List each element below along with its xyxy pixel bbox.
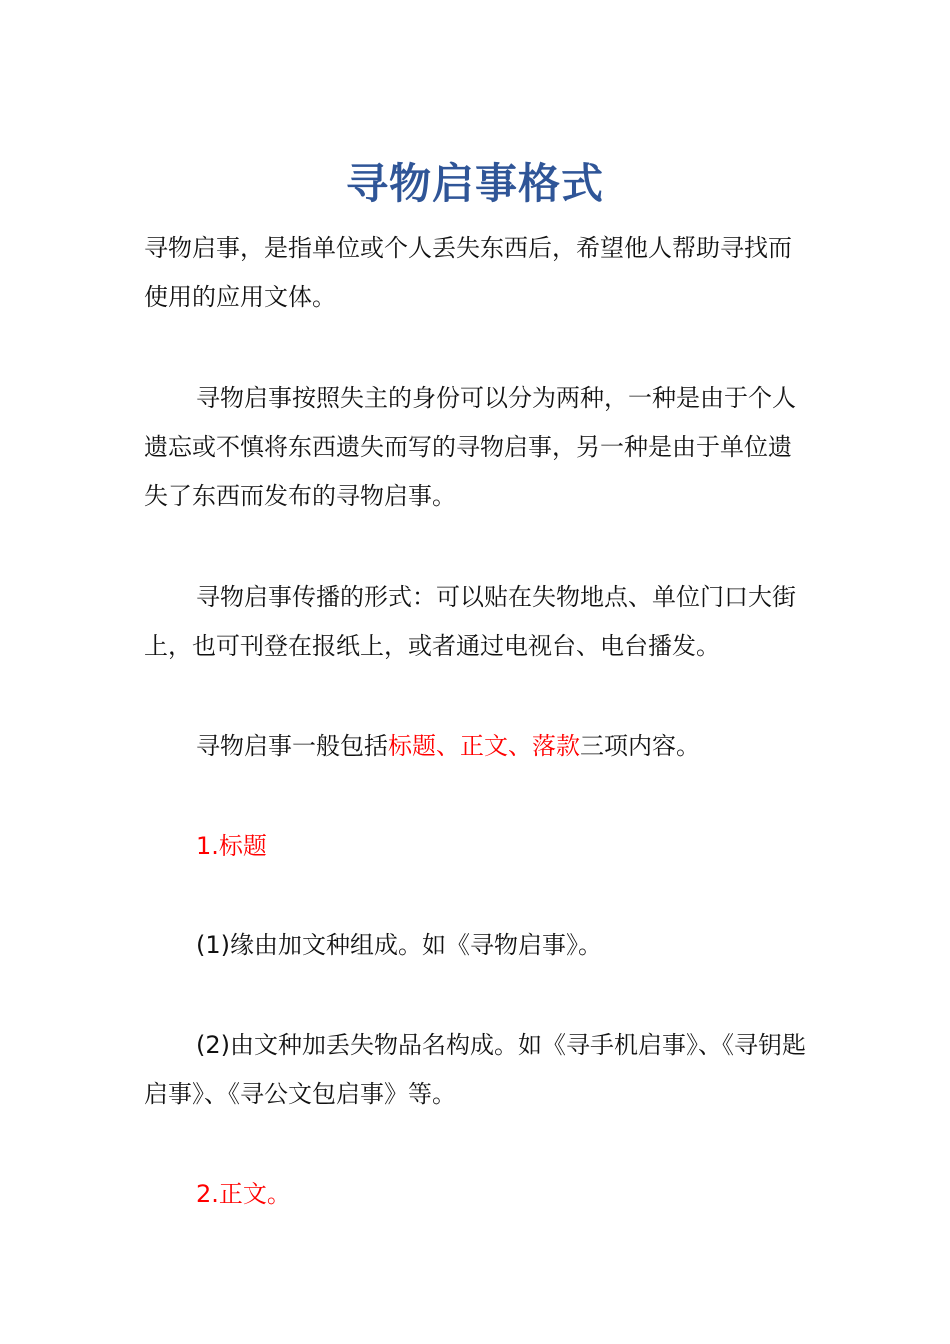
section-heading-title: 1.标题 [196,832,267,860]
components-prefix: 寻物启事一般包括 [196,732,388,760]
paragraph-distribution: 寻物启事传播的形式：可以贴在失物地点、单位门口大街上，也可刊登在报纸上，或者通过电视台、电台播发。 [144,583,796,660]
paragraph-definition: 寻物启事，是指单位或个人丢失东西后，希望他人帮助寻找而使用的应用文体。 [144,234,792,311]
components-suffix: 三项内容。 [580,732,700,760]
section-heading-body: 2.正文。 [196,1180,291,1208]
document-title: 寻物启事格式 [345,159,604,208]
components-highlight: 标题、正文、落款 [388,732,580,760]
paragraph-types: 寻物启事按照失主的身份可以分为两种，一种是由于个人遗忘或不慎将东西遗失而写的寻物启事，另一种是由于单位遗失了东西而发布的寻物启事。 [144,384,796,510]
paragraph-components [144,722,808,771]
paragraph-title-rule-2: (2)由文种加丢失物品名构成。如《寻手机启事》、《寻钥匙启事》、《寻公文包启事》等。 [144,1031,806,1108]
paragraph-title-rule-1: (1)缘由加文种组成。如《寻物启事》。 [196,931,602,959]
